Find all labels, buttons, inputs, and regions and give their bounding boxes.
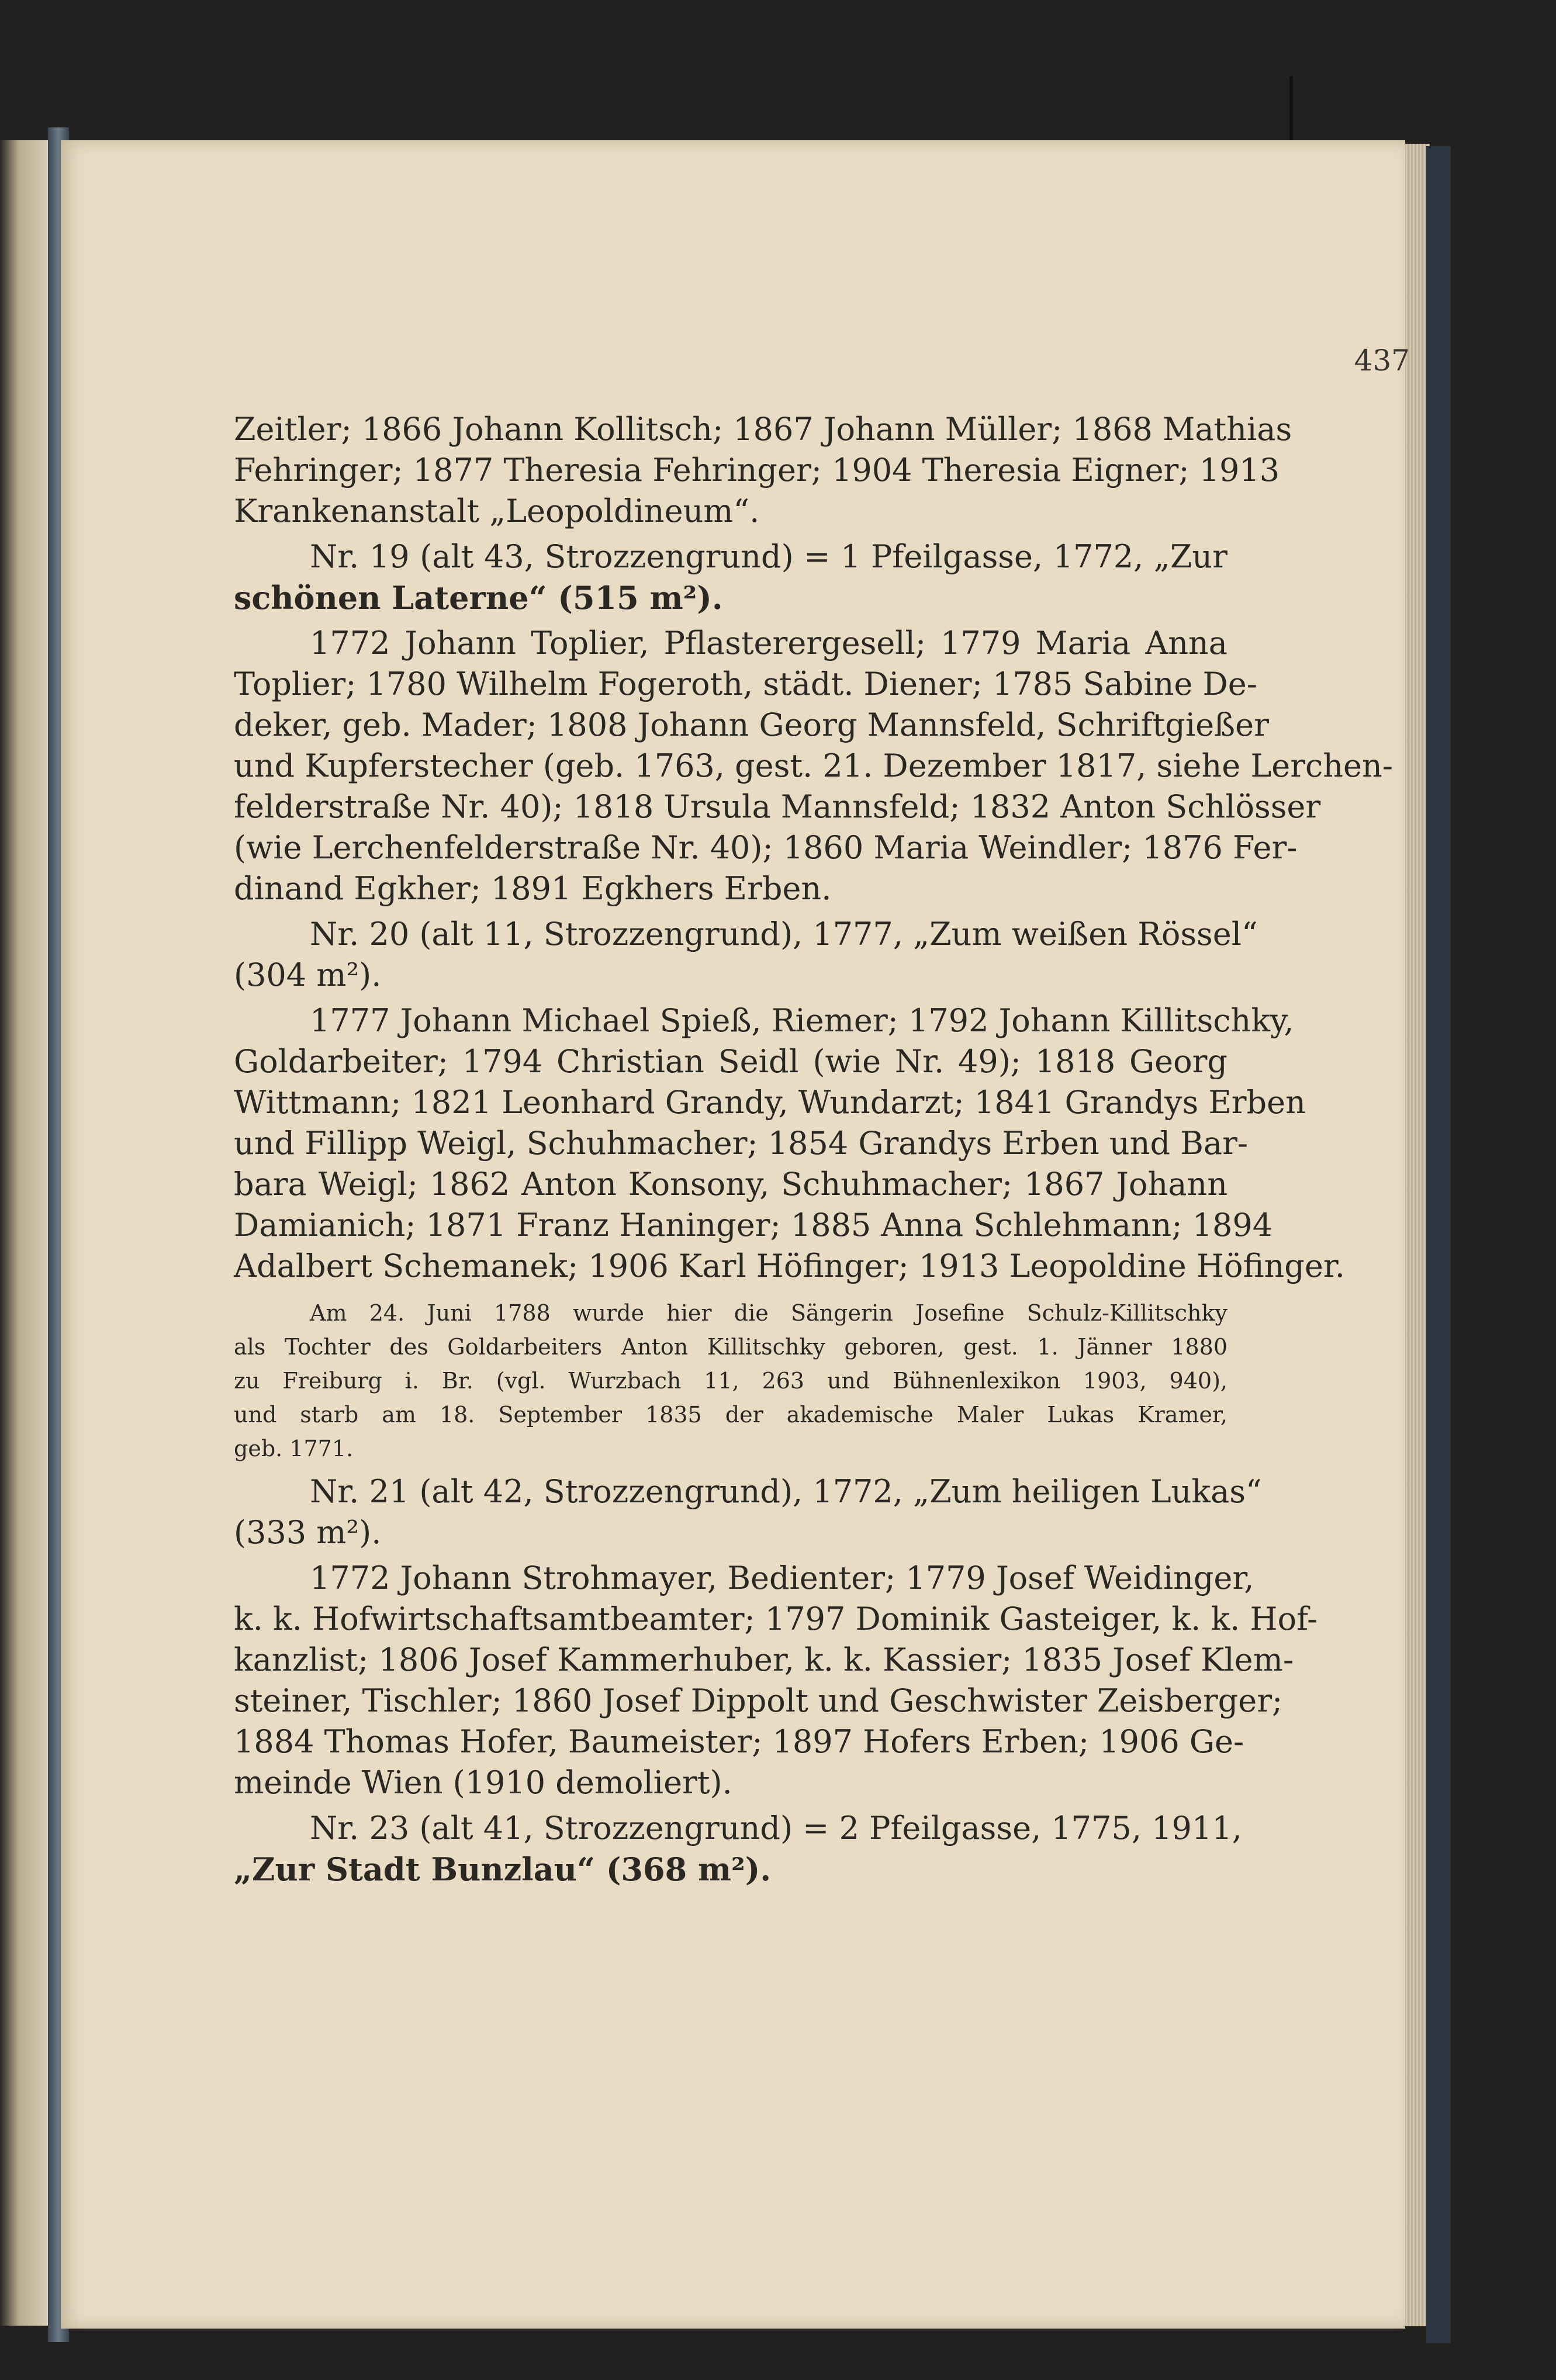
text-line: meinde Wien (1910 demoliert). xyxy=(234,1764,732,1801)
note-line: Am 24. Juni 1788 wurde hier die Sängerin Josefine Schulz-Killitschky xyxy=(310,1300,1227,1326)
page-number: 437 xyxy=(1354,344,1410,377)
text-line: Toplier; 1780 Wilhelm Fogeroth, städt. Diener; 1785 Sabine De- xyxy=(234,666,1257,702)
note-line: als Tochter des Goldarbeiters Anton Killitschky geboren, gest. 1. Jänner 1880 xyxy=(234,1334,1227,1360)
text-line: und Fillipp Weigl, Schuhmacher; 1854 Grandys Erben und Bar- xyxy=(234,1125,1249,1162)
page-text xyxy=(234,409,1394,1890)
note-line: geb. 1771. xyxy=(234,1436,354,1461)
entry-heading-nr20: Nr. 20 (alt 11, Strozzengrund), 1777, „Zum weißen Rössel“ xyxy=(310,916,1258,952)
text-line: 1884 Thomas Hofer, Baumeister; 1897 Hofers Erben; 1906 Ge- xyxy=(234,1723,1244,1760)
text-line: Zeitler; 1866 Johann Kollitsch; 1867 Johann Müller; 1868 Mathias xyxy=(234,411,1292,448)
text-line: Damianich; 1871 Franz Haninger; 1885 Anna Schlehmann; 1894 xyxy=(234,1207,1273,1243)
entry-heading-nr19: Nr. 19 (alt 43, Strozzengrund) = 1 Pfeilgasse, 1772, „Zur xyxy=(310,538,1227,575)
text-line: Wittmann; 1821 Leonhard Grandy, Wundarzt; 1841 Grandys Erben xyxy=(234,1084,1306,1121)
text-line: k. k. Hofwirtschaftsamtbeamter; 1797 Dominik Gasteiger, k. k. Hof- xyxy=(234,1600,1318,1637)
text-line: Goldarbeiter; 1794 Christian Seidl (wie Nr. 49); 1818 Georg xyxy=(234,1043,1227,1080)
text-line: kanzlist; 1806 Josef Kammerhuber, k. k. Kassier; 1835 Josef Klem- xyxy=(234,1641,1294,1678)
text-line: (304 m²). xyxy=(234,957,382,993)
text-line: (333 m²). xyxy=(234,1514,382,1551)
text-line: (wie Lerchenfelderstraße Nr. 40); 1860 Maria Weindler; 1876 Fer- xyxy=(234,829,1298,866)
entry-heading-nr23: Nr. 23 (alt 41, Strozzengrund) = 2 Pfeilgasse, 1775, 1911, xyxy=(310,1810,1242,1847)
text-line: deker, geb. Mader; 1808 Johann Georg Mannsfeld, Schriftgießer xyxy=(234,706,1269,743)
text-line: dinand Egkher; 1891 Egkhers Erben. xyxy=(234,870,832,907)
footnote-block xyxy=(234,1296,1227,1466)
text-line: Krankenanstalt „Leopoldineum“. xyxy=(234,493,760,529)
text-line: steiner, Tischler; 1860 Josef Dippolt und Geschwister Zeisberger; xyxy=(234,1682,1283,1719)
text-line: Adalbert Schemanek; 1906 Karl Höfinger; 1913 Leopoldine Höfinger. xyxy=(234,1248,1345,1284)
text-line: 1772 Johann Toplier, Pflasterergesell; 1779 Maria Anna xyxy=(310,625,1227,661)
left-page-edge xyxy=(0,140,54,2326)
text-line: 1772 Johann Strohmayer, Bedienter; 1779 Josef Weidinger, xyxy=(310,1560,1254,1596)
text-line: 1777 Johann Michael Spieß, Riemer; 1792 Johann Killitschky, xyxy=(310,1002,1294,1039)
entry-heading-nr23-name: „Zur Stadt Bunzlau“ (368 m²). xyxy=(234,1851,772,1888)
note-line: zu Freiburg i. Br. (vgl. Wurzbach 11, 263 und Bühnenlexikon 1903, 940), xyxy=(234,1368,1227,1394)
entry-heading-nr19-name: schönen Laterne“ (515 m²). xyxy=(234,579,723,616)
entry-heading-nr21: Nr. 21 (alt 42, Strozzengrund), 1772, „Zum heiligen Lukas“ xyxy=(310,1473,1262,1510)
book-cover-edge xyxy=(1426,146,1451,2343)
text-line: bara Weigl; 1862 Anton Konsony, Schuhmacher; 1867 Johann xyxy=(234,1166,1227,1203)
note-line: und starb am 18. September 1835 der akademische Maler Lukas Kramer, xyxy=(234,1402,1227,1428)
text-line: und Kupferstecher (geb. 1763, gest. 21. Dezember 1817, siehe Lerchen- xyxy=(234,747,1394,784)
text-line: felderstraße Nr. 40); 1818 Ursula Mannsfeld; 1832 Anton Schlösser xyxy=(234,788,1321,825)
text-line: Fehringer; 1877 Theresia Fehringer; 1904 Theresia Eigner; 1913 xyxy=(234,452,1280,489)
